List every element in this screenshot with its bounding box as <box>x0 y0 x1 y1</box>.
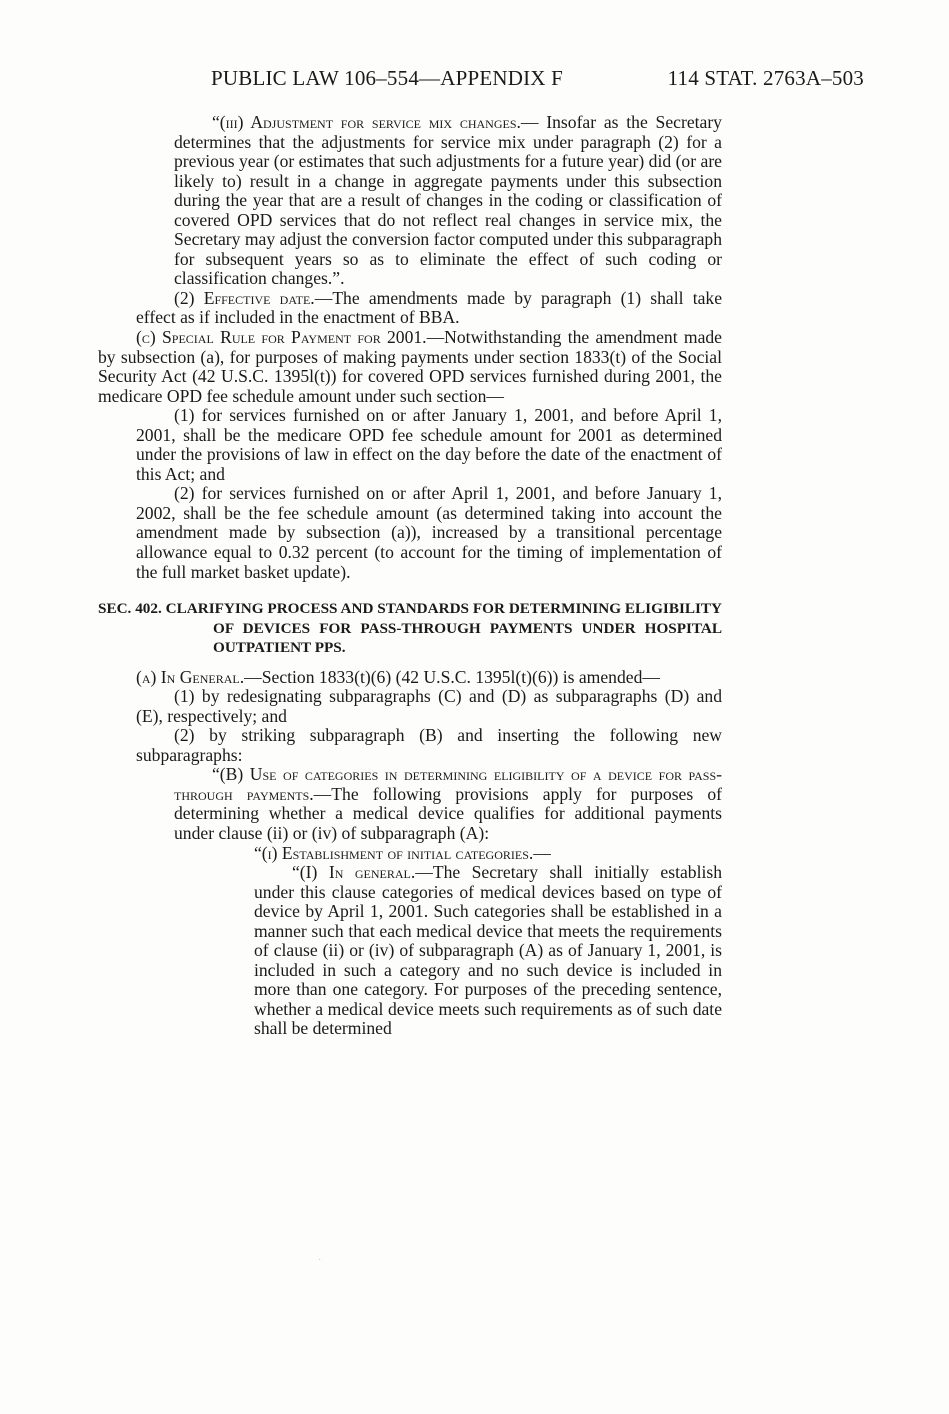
paragraph-text: Insofar as the Secretary determines that the adjustments for service mix under paragraph (2) for a previous year (or estimates that such adjustments for a future year) did (or are likely to) result in a change in aggregate payments under this subsection during the year that are a result of changes in the coding or classification of covered OPD services that do not reflect real changes in service mix, the Secretary may adjust the conversion factor computed under this subparagraph for subsequent years so as to eliminate the effect of such coding or classification changes.”. <box>174 112 722 289</box>
paragraph-heading: (2) Effective date.— <box>174 287 333 308</box>
paragraph-text: Section 1833(t)(6) (42 U.S.C. 1395l(t)(6)) is amended— <box>261 666 660 687</box>
amendment-item-1: (1) by redesignating subparagraphs (C) and (D) as subparagraphs (D) and (E), respectively; and <box>136 686 722 726</box>
scan-speck: · <box>318 1255 322 1266</box>
paragraph-effective-date <box>136 289 722 328</box>
paragraph-text: The Secretary shall initially establish under this clause categories of medical devices based on type of device by April 1, 2001. Such categories shall be established in a manner such that each medical device that meets the requirements of clause (ii) or (iv) of subparagraph (A) as of January 1, 2001, is included in such a category and no such device is included in more than one category. For purposes of the preceding sentence, whether a medical device meets such requirements as of such date shall be determined <box>254 862 722 1039</box>
paragraph-text: Notwithstanding the amendment made by subsection (a), for purposes of making payments under section 1833(t) of the Social Security Act (42 U.S.C. 1395l(t)) for covered OPD services furnished during 2001, the medicare OPD fee schedule amount under such section— <box>98 327 722 406</box>
paragraph-text: The following provisions apply for purposes of determining whether a medical device qualifies for additional payments under clause (ii) or (iv) of subparagraph (A): <box>174 783 723 843</box>
paragraph-heading: (a) In General.— <box>136 666 262 687</box>
paragraph-text: The amendments made by paragraph (1) shall take effect as if included in the enactment of BBA. <box>136 287 723 328</box>
paragraph-i-initial-categories: “(i) Establishment of initial categories.— <box>254 842 551 863</box>
amendment-item-2: (2) by striking subparagraph (B) and inserting the following new subparagraphs: <box>136 725 722 765</box>
paragraph-heading: “(I) In general.— <box>292 862 433 883</box>
document-body <box>98 113 722 1039</box>
paragraph-B-categories <box>174 765 722 843</box>
paragraph-I-in-general <box>254 863 722 1039</box>
list-item-1: (1) for services furnished on or after January 1, 2001, and before April 1, 2001, shall be the medicare OPD fee schedule amount for 2001 as determined under the provisions of law in effect on the day before the date of the enactment of this Act; and <box>136 405 722 484</box>
header-title: PUBLIC LAW 106–554—APPENDIX F <box>211 66 564 90</box>
paragraph-special-rule <box>98 328 722 406</box>
paragraph-iii-adjustment <box>174 113 722 289</box>
header-stat-citation: 114 STAT. 2763A–503 <box>667 66 864 90</box>
section-402-heading: SEC. 402. CLARIFYING PROCESS AND STANDARDS FOR DETERMINING ELIGIBILITY OF DEVICES FOR PASS-THROUGH PAYMENTS UNDER HOSPITAL OUTPATIENT PPS. <box>98 600 722 657</box>
paragraph-heading: “(B) Use of categories in determining eligibility of a device for pass-through payments.— <box>174 764 722 804</box>
paragraph-heading: “(iii) Adjustment for service mix changes.— <box>212 112 539 132</box>
list-item-2: (2) for services furnished on or after April 1, 2001, and before January 1, 2002, shall be the fee schedule amount (as determined taking into account the amendment made by subsection (a)), increased by a transitional percentage allowance equal to 0.32 percent (to account for the timing of implementation of the full market basket update). <box>136 483 722 582</box>
paragraph-heading: (c) Special Rule for Payment for 2001.— <box>136 327 445 348</box>
paragraph-in-general <box>98 668 722 688</box>
